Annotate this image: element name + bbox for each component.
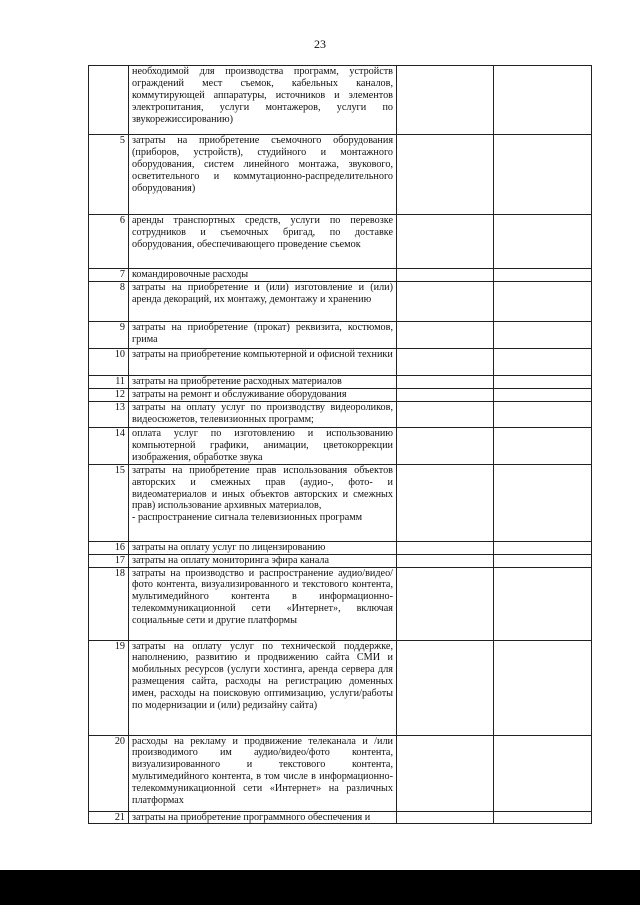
row-description: затраты на приобретение и (или) изготовление и (или) аренда декораций, их монтажу, демонтажу и хранению xyxy=(129,282,397,322)
table-row xyxy=(89,215,592,269)
expenses-table xyxy=(88,65,592,824)
table-row xyxy=(89,376,592,389)
empty-cell xyxy=(494,269,592,282)
row-description: командировочные расходы xyxy=(129,269,397,282)
empty-cell xyxy=(397,269,494,282)
row-number: 14 xyxy=(89,428,129,465)
row-description: затраты на оплату услуг по производству видеороликов, видеосюжетов, телевизионных программ; xyxy=(129,402,397,428)
empty-cell xyxy=(397,567,494,640)
row-description: затраты на оплату услуг по лицензированию xyxy=(129,541,397,554)
row-description-main: затраты на приобретение прав использования объектов авторских и смежных прав (аудио-, фото- и видеоматериалов и иных объектов авторских и смежных прав) использование архивных материалов, xyxy=(132,464,393,512)
row-description: затраты на оплату услуг по технической поддержке, наполнению, развитию и продвижению сайта СМИ и мобильных ресурсов (услуги хостинга, аренда сервера для размещения сайта, расходы на регистрацию доменных имен, расходы на поисковую оптимизацию, услуги/работы по модернизации и (или) редизайну сайта) xyxy=(129,640,397,735)
empty-cell xyxy=(494,541,592,554)
empty-cell xyxy=(397,640,494,735)
table-row xyxy=(89,402,592,428)
empty-cell xyxy=(494,735,592,811)
empty-cell xyxy=(397,389,494,402)
row-description: затраты на приобретение программного обеспечения и xyxy=(129,811,397,824)
scan-bottom-border xyxy=(0,870,640,905)
empty-cell xyxy=(494,135,592,215)
table-row xyxy=(89,135,592,215)
row-number: 13 xyxy=(89,402,129,428)
empty-cell xyxy=(494,215,592,269)
table-row xyxy=(89,389,592,402)
empty-cell xyxy=(397,215,494,269)
empty-cell xyxy=(397,428,494,465)
empty-cell xyxy=(494,376,592,389)
row-description xyxy=(129,464,397,541)
empty-cell xyxy=(494,554,592,567)
empty-cell xyxy=(397,349,494,376)
page-number: 23 xyxy=(314,37,326,51)
empty-cell xyxy=(397,541,494,554)
empty-cell xyxy=(494,640,592,735)
row-number: 15 xyxy=(89,464,129,541)
row-number: 21 xyxy=(89,811,129,824)
row-description: затраты на приобретение съемочного оборудования (приборов, устройств), студийного и монтажного оборудования, систем линейного монтажа, звукового, осветительного и коммутационно-распределительного оборудования) xyxy=(129,135,397,215)
row-number: 20 xyxy=(89,735,129,811)
row-number: 7 xyxy=(89,269,129,282)
row-number xyxy=(89,66,129,135)
table-row xyxy=(89,640,592,735)
row-number: 16 xyxy=(89,541,129,554)
table-row xyxy=(89,811,592,824)
table-row xyxy=(89,428,592,465)
row-description: оплата услуг по изготовлению и использованию компьютерной графики, анимации, цветокоррекции изображения, обработке звука xyxy=(129,428,397,465)
empty-cell xyxy=(494,567,592,640)
table-row xyxy=(89,322,592,349)
row-number: 18 xyxy=(89,567,129,640)
row-number: 12 xyxy=(89,389,129,402)
empty-cell xyxy=(494,811,592,824)
empty-cell xyxy=(397,135,494,215)
row-description: затраты на ремонт и обслуживание оборудования xyxy=(129,389,397,402)
row-description: затраты на приобретение расходных материалов xyxy=(129,376,397,389)
row-number: 9 xyxy=(89,322,129,349)
empty-cell xyxy=(494,389,592,402)
table-row xyxy=(89,349,592,376)
row-number: 17 xyxy=(89,554,129,567)
empty-cell xyxy=(397,402,494,428)
row-description: затраты на приобретение компьютерной и офисной техники xyxy=(129,349,397,376)
empty-cell xyxy=(494,66,592,135)
empty-cell xyxy=(397,376,494,389)
row-description: затраты на приобретение (прокат) реквизита, костюмов, грима xyxy=(129,322,397,349)
table-row xyxy=(89,567,592,640)
row-number: 6 xyxy=(89,215,129,269)
table-row xyxy=(89,554,592,567)
row-description: аренды транспортных средств, услуги по перевозке сотрудников и съемочных бригад, по доставке оборудования, обеспечивающего проведение съемок xyxy=(129,215,397,269)
row-number: 8 xyxy=(89,282,129,322)
table-row xyxy=(89,66,592,135)
empty-cell xyxy=(397,464,494,541)
empty-cell xyxy=(494,349,592,376)
empty-cell xyxy=(397,735,494,811)
empty-cell xyxy=(397,322,494,349)
row-number: 19 xyxy=(89,640,129,735)
row-number: 10 xyxy=(89,349,129,376)
row-description-extra: - распространение сигнала телевизионных программ xyxy=(132,512,363,524)
table-row xyxy=(89,282,592,322)
empty-cell xyxy=(397,282,494,322)
empty-cell xyxy=(397,811,494,824)
empty-cell xyxy=(397,554,494,567)
row-description: расходы на рекламу и продвижение телеканала и /или производимого им аудио/видео/фото контента, визуализированного и текстового контента, мультимедийного контента, в том числе в информационно-телекоммуникационной сети «Интернет» на различных платформах xyxy=(129,735,397,811)
empty-cell xyxy=(397,66,494,135)
empty-cell xyxy=(494,464,592,541)
empty-cell xyxy=(494,322,592,349)
table-row xyxy=(89,269,592,282)
empty-cell xyxy=(494,428,592,465)
table-row xyxy=(89,464,592,541)
empty-cell xyxy=(494,282,592,322)
row-description: необходимой для производства программ, устройств ограждений мест съемок, кабельных каналов, коммутирующей аппаратуры, источников и элементов электропитания, услуги монтажеров, услуги по звукорежиссированию) xyxy=(129,66,397,135)
row-description: затраты на производство и распространение аудио/видео/фото контента, визуализированного и текстового контента, мультимедийного контента в информационно-телекоммуникационной сети «Интернет», включая социальные сети и другие платформы xyxy=(129,567,397,640)
row-number: 11 xyxy=(89,376,129,389)
row-description: затраты на оплату мониторинга эфира канала xyxy=(129,554,397,567)
empty-cell xyxy=(494,402,592,428)
table-row xyxy=(89,735,592,811)
row-number: 5 xyxy=(89,135,129,215)
table-row xyxy=(89,541,592,554)
